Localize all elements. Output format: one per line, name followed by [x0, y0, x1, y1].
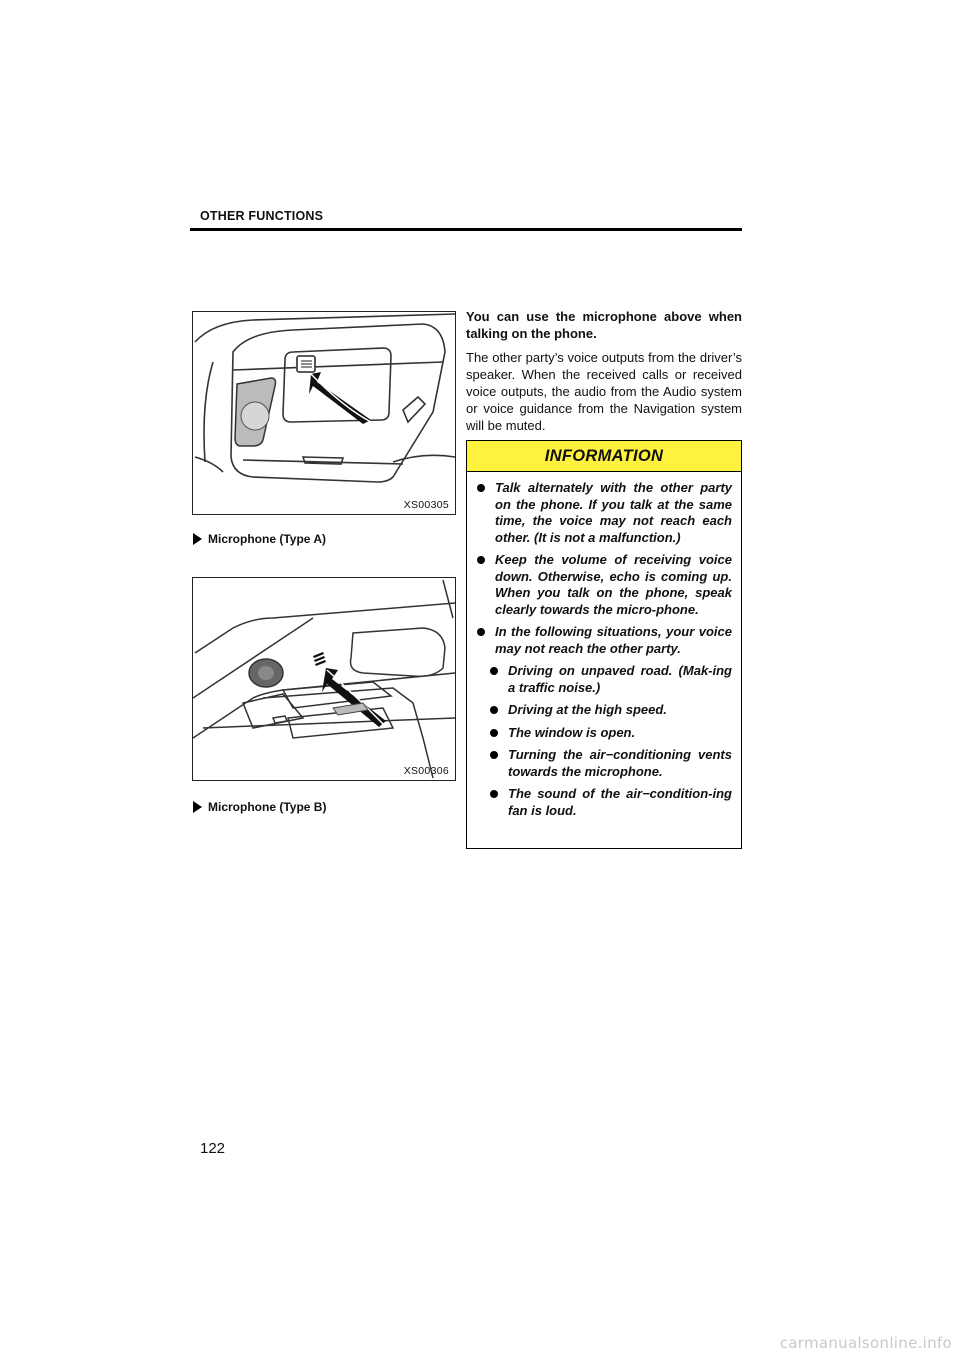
list-item: Talk alternately with the other party on the phone. If you talk at the same time, the voice may not reach each other. (It is not a malfunction.) — [476, 480, 732, 546]
information-title: INFORMATION — [544, 446, 664, 465]
triangle-bullet-icon — [193, 533, 202, 545]
figure-caption-type-a — [193, 532, 326, 546]
information-title-bar — [467, 441, 741, 472]
bullet-icon — [490, 790, 498, 798]
triangle-bullet-icon — [193, 801, 202, 813]
caption-text: Microphone (Type B) — [208, 800, 327, 814]
sub-list-item: Driving at the high speed. — [476, 702, 732, 719]
figure-code: XS00305 — [403, 499, 449, 511]
main-text — [466, 308, 742, 434]
figure-caption-type-b — [193, 800, 326, 814]
bullet-icon — [477, 556, 485, 564]
caption-text: Microphone (Type A) — [208, 532, 326, 546]
lead-paragraph: You can use the microphone above when talking on the phone. — [466, 309, 742, 341]
bullet-icon — [490, 751, 498, 759]
information-box — [466, 440, 742, 849]
information-list — [467, 472, 741, 819]
list-item: In the following situations, your voice may not reach the other party. — [476, 624, 732, 657]
sub-list-item: Driving on unpaved road. (Mak-ing a traffic noise.) — [476, 663, 732, 696]
illustration-overhead-console-a — [193, 312, 455, 514]
bullet-icon — [477, 484, 485, 492]
figure-microphone-type-a — [192, 311, 456, 515]
figure-code: XS00306 — [403, 765, 449, 777]
bullet-icon — [490, 706, 498, 714]
bullet-icon — [490, 729, 498, 737]
figure-microphone-type-b — [192, 577, 456, 781]
page-number: 122 — [200, 1140, 226, 1157]
sub-list-item: Turning the air−conditioning vents towards the microphone. — [476, 747, 732, 780]
watermark: carmanualsonline.info — [779, 1334, 952, 1352]
section-header: OTHER FUNCTIONS — [200, 209, 324, 223]
header-rule — [190, 228, 742, 231]
list-item: Keep the volume of receiving voice down. Otherwise, echo is coming up. When you talk on the phone, speak clearly towards the micro-phone. — [476, 552, 732, 618]
sub-list-item: The window is open. — [476, 725, 732, 742]
bullet-icon — [490, 667, 498, 675]
body-paragraph: The other party’s voice outputs from the driver’s speaker. When the received calls or received voice outputs, the audio from the Audio system or voice guidance from the Navigation system will be muted. — [466, 350, 742, 433]
illustration-overhead-console-b — [193, 578, 455, 780]
bullet-icon — [477, 628, 485, 636]
sub-list-item: The sound of the air−condition-ing fan is loud. — [476, 786, 732, 819]
